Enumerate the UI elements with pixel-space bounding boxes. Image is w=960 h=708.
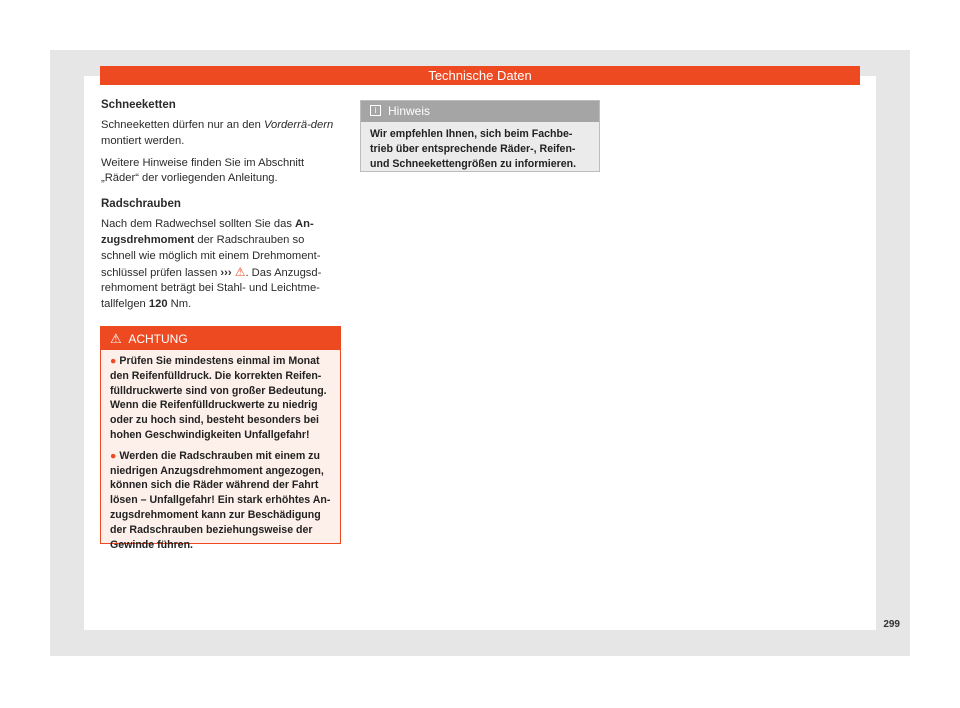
text-run: Schneeketten dürfen nur an den <box>101 119 264 131</box>
warning-item-text: Prüfen Sie mindestens einmal im Monat den Reifenfülldruck. Die korrekten Reifen-fülldruckwerte sind von großer Bedeutung. Wenn die Reifenfülldruckwerte zu niedrig oder zu hoch sind, besteht besonders bei hohen Geschwindigkeiten Unfallgefahr! <box>110 355 327 441</box>
bullet-icon: ● <box>110 355 117 367</box>
cross-reference-arrows[interactable]: ››› <box>220 266 232 279</box>
warning-box-body <box>101 350 340 552</box>
warning-item-text: Werden die Radschrauben mit einem zu niedrigen Anzugsdrehmoment angezogen, können sich die Räder während der Fahrt lösen – Unfallgefahr! Ein stark erhöhtes An-zugsdrehmoment kann zur Beschädigung der Radschrauben beziehungsweise der Gewinde führen. <box>110 449 331 551</box>
bullet-icon: ● <box>110 449 117 462</box>
warning-title: ACHTUNG <box>128 332 188 346</box>
note-title: Hinweis <box>388 104 431 118</box>
torque-value: 120 <box>148 298 168 311</box>
chapter-title: Technische Daten <box>428 68 532 83</box>
torque-unit: Nm. <box>167 298 192 311</box>
left-column <box>101 98 341 319</box>
paragraph-schneeketten <box>101 118 341 150</box>
note-box <box>360 100 600 172</box>
warning-box-header <box>101 327 340 350</box>
section-title-radschrauben: Radschrauben <box>101 198 181 211</box>
text-run: der Radschrauben so schnell wie möglich mit einem Drehmoment-schlüssel prüfen lassen <box>101 233 321 279</box>
text-run: Nach dem Radwechsel sollten Sie das <box>101 218 296 231</box>
info-icon: i <box>370 105 381 116</box>
paragraph-hinweise: Weitere Hinweise finden Sie im Abschnitt „Räder“ der vorliegenden Anleitung. <box>101 156 305 185</box>
warning-item <box>110 449 332 553</box>
warning-triangle-icon[interactable]: ⚠ <box>234 264 246 279</box>
text-run: . Das Anzugsd-rehmoment beträgt bei Stahl- und Leichtme-tallfelgen <box>101 266 322 311</box>
note-text: Wir empfehlen Ihnen, sich beim Fachbe-trieb über entsprechende Räder-, Reifen- und Schneekettengrößen zu informieren. <box>370 128 577 170</box>
note-box-header <box>361 101 599 122</box>
chapter-header <box>100 66 860 85</box>
section-title-schneeketten: Schneeketten <box>101 99 176 111</box>
warning-triangle-icon: ⚠ <box>110 331 122 346</box>
italic-text: Vorderrä-dern <box>263 119 334 131</box>
text-run: montiert werden. <box>101 134 185 147</box>
page-number: 299 <box>883 619 900 630</box>
bold-text: An-zugsdrehmoment <box>101 218 314 246</box>
warning-box <box>100 326 341 551</box>
warning-item <box>110 354 332 443</box>
paragraph-radschrauben <box>101 217 341 313</box>
